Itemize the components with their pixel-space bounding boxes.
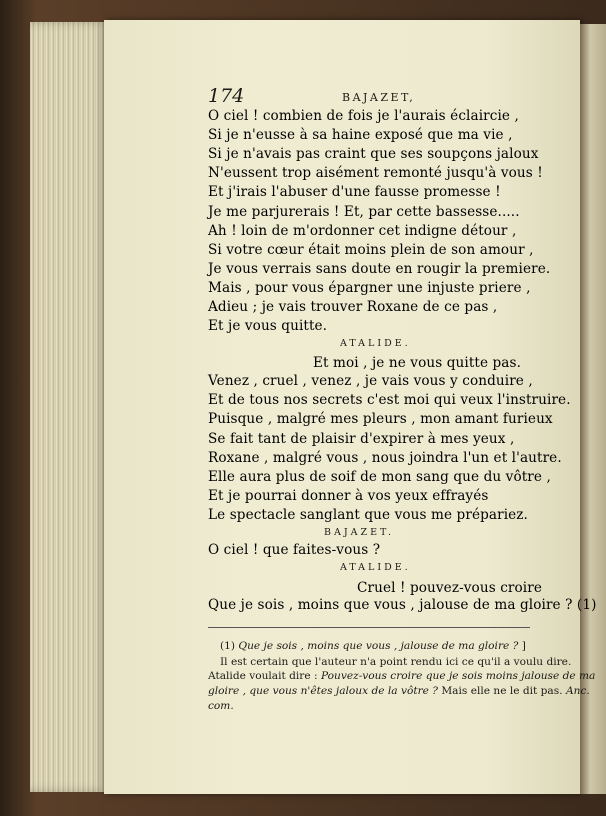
- footnote-line: [220, 640, 526, 652]
- verse-line: Elle aura plus de soif de mon sang que du vôtre ,: [208, 469, 551, 485]
- verse-line: Et moi , je ne vous quitte pas.: [313, 355, 522, 371]
- footnote-text: Atalide voulait dire :: [208, 670, 321, 682]
- verse-line: Si je n'eusse à sa haine exposé que ma vie ,: [208, 127, 513, 144]
- verse-line: Et de tous nos secrets c'est moi qui veux l'instruire.: [208, 392, 571, 409]
- verse-line: N'eussent trop aisément remonté jusqu'à vous !: [208, 165, 543, 182]
- verse-line: O ciel ! combien de fois je l'aurais éclaircie ,: [208, 108, 519, 124]
- verse-line: Cruel ! pouvez-vous croire: [357, 580, 542, 596]
- verse-line: Et je vous quitte.: [208, 318, 328, 335]
- footnote-quote: Que je sois , moins que vous , jalouse de ma gloire ?: [238, 640, 519, 652]
- running-head: BAJAZET,: [342, 91, 416, 104]
- footnote-text: Mais elle ne le dit pas.: [437, 685, 563, 697]
- speaker-atalide: ATALIDE.: [340, 338, 411, 349]
- footnote-rule: [208, 627, 530, 628]
- speaker-atalide: ATALIDE.: [340, 562, 411, 573]
- footnote-line: Il est certain que l'auteur n'a point rendu ici ce qu'il a voulu dire.: [220, 656, 572, 668]
- footnote-bracket: ]: [521, 640, 526, 652]
- verse-line: Ah ! loin de m'ordonner cet indigne détour ,: [208, 222, 517, 239]
- verse-line: Le spectacle sanglant que vous me prépariez.: [208, 507, 528, 524]
- verse-line: Puisque , malgré mes pleurs , mon amant furieux: [208, 411, 553, 428]
- footnote-marker: (1): [220, 640, 236, 652]
- verse-line: Se fait tant de plaisir d'expirer à mes yeux ,: [208, 430, 515, 447]
- verse-line: Si je n'avais pas craint que ses soupçons jaloux: [208, 146, 539, 163]
- footnote-italic: gloire , que vous n'êtes jaloux de la vôtre ?: [208, 685, 438, 697]
- speaker-bajazet: BAJAZET.: [324, 527, 395, 538]
- footnote-italic: Pouvez-vous croire que je sois moins jalouse de ma: [320, 670, 596, 682]
- footnote-source: com.: [208, 700, 234, 712]
- page-edges: [30, 22, 108, 792]
- verse-line: Mais , pour vous épargner une injuste priere ,: [208, 279, 531, 296]
- verse-line: O ciel ! que faites-vous ?: [208, 542, 381, 558]
- footnote-line: [208, 685, 590, 697]
- footnote-line: [208, 700, 234, 712]
- verse-line: Venez , cruel , venez , je vais vous y conduire ,: [208, 373, 533, 389]
- verse-line: Si votre cœur était moins plein de son amour ,: [208, 241, 534, 258]
- footnote-line: [208, 670, 595, 682]
- footnote-source: Anc.: [565, 685, 590, 697]
- verse-line: Et j'irais l'abuser d'une fausse promesse !: [208, 184, 501, 201]
- page-number: 174: [208, 85, 245, 107]
- verse-line: Et je pourrai donner à vos yeux effrayés: [208, 488, 489, 505]
- verse-line: Que je sois , moins que vous , jalouse de ma gloire ? (1): [208, 597, 597, 613]
- verse-line: Adieu ; je vais trouver Roxane de ce pas ,: [208, 299, 498, 315]
- verse-line: Je vous verrais sans doute en rougir la premiere.: [208, 260, 551, 277]
- verse-line: Je me parjurerais ! Et, par cette bassesse.....: [208, 203, 520, 220]
- verse-line: Roxane , malgré vous , nous joindra l'un et l'autre.: [208, 449, 562, 466]
